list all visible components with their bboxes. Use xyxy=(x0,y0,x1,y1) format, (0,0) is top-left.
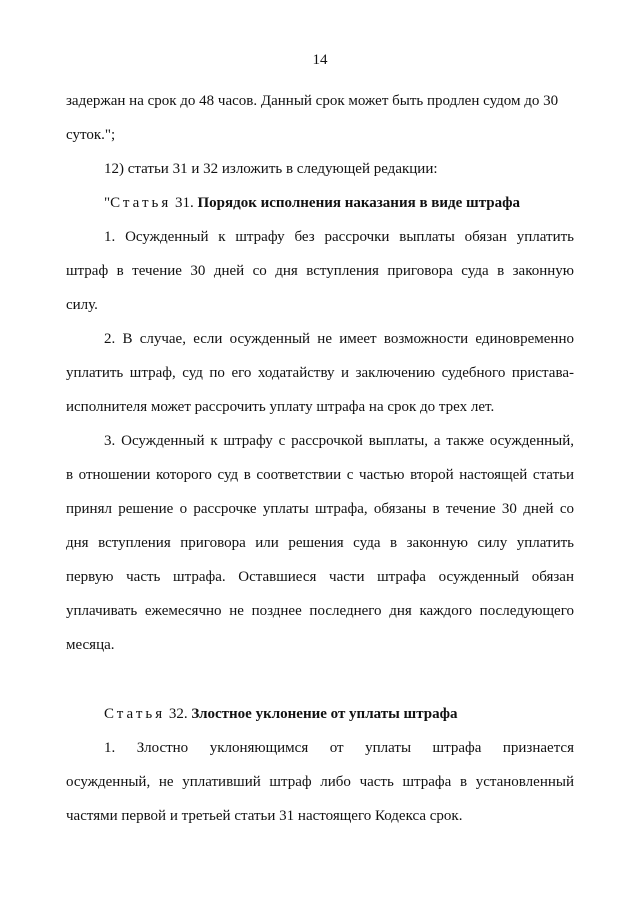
text-line: дня вступления приговора или решения суда в законную силу уплатить xyxy=(66,535,574,551)
text-line: исполнителя может рассрочить уплату штрафа на срок до трех лет. xyxy=(66,399,495,415)
text-line: в отношении которого суд в соответствии с частью второй настоящей статьи xyxy=(66,467,574,483)
text-line: частями первой и третьей статьи 31 настоящего Кодекса срок. xyxy=(66,808,463,824)
article-31-heading xyxy=(104,194,574,212)
text-line: первую часть штрафа. Оставшиеся части штрафа осужденный обязан xyxy=(66,569,574,585)
article-32-heading xyxy=(104,705,574,723)
text-line: уплатить штраф, суд по его ходатайству и заключению судебного пристава- xyxy=(66,365,574,381)
article-title: Порядок исполнения наказания в виде штрафа xyxy=(197,195,520,211)
text-line: задержан на срок до 48 часов. Данный срок может быть продлен судом до 30 xyxy=(66,93,559,109)
text-line: 1. Злостно уклоняющимся от уплаты штрафа признается xyxy=(104,740,574,756)
text-line: принял решение о рассрочке уплаты штрафа, обязаны в течение 30 дней со xyxy=(66,501,574,517)
text-line: осужденный, не уплативший штраф либо часть штрафа в установленный xyxy=(66,774,574,790)
text-line: суток."; xyxy=(66,127,116,143)
article-title: Злостное уклонение от уплаты штрафа xyxy=(191,706,458,722)
text-line: 1. Осужденный к штрафу без рассрочки выплаты обязан уплатить xyxy=(104,229,574,245)
text-line: штраф в течение 30 дней со дня вступления приговора суда в законную xyxy=(66,263,574,279)
text-line: уплачивать ежемесячно не позднее последнего дня каждого последующего xyxy=(66,603,574,619)
text-line: 12) статьи 31 и 32 изложить в следующей редакции: xyxy=(104,161,438,177)
text-line: 2. В случае, если осужденный не имеет возможности единовременно xyxy=(104,331,574,347)
article-number: 32. xyxy=(168,706,192,722)
text-line: месяца. xyxy=(66,637,115,653)
text-line: 3. Осужденный к штрафу с рассрочкой выплаты, а также осужденный, xyxy=(104,433,574,449)
heading-quote: " xyxy=(104,195,111,211)
article-word: Статья xyxy=(104,706,166,722)
page-number: 14 xyxy=(312,52,328,68)
text-line: силу. xyxy=(66,297,98,313)
article-number: 31. xyxy=(171,195,198,211)
article-word: Статья xyxy=(110,195,172,211)
